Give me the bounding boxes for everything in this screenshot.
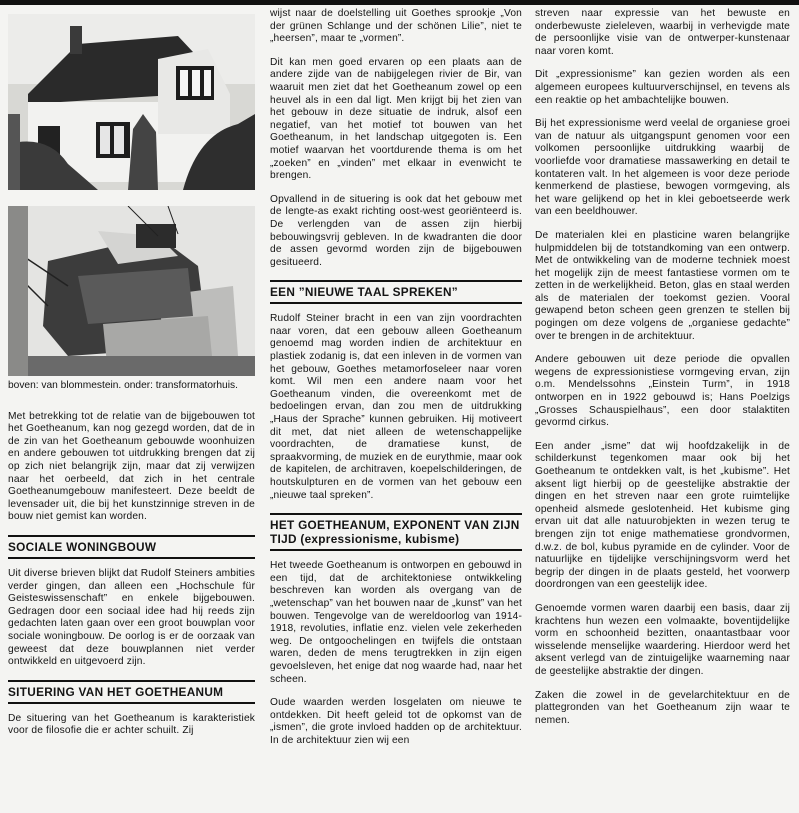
transformer-house-photo [8,206,255,376]
paragraph: Zaken die zowel in de gevelarchitektuur en de plattegronden van het Goetheanum zijn waar te nemen. [535,689,790,726]
paragraph: Genoemde vormen waren daarbij een basis, daar zij krachtens hun wezen een volmaakte, boventijdelijke vorm en schoonheid bezitten, onaantastbaar voor wisselende menselijke waardering. Hierdoor werd het aksent verlegd van de zintuigelijke waarneming naar de geestelijke abstraktie der dingen. [535,602,790,677]
column-3 [535,8,790,738]
section-heading-nieuwe-taal: EEN ”NIEUWE TAAL SPREKEN” [270,280,522,304]
paragraph: wijst naar de doelstelling uit Goethes sprookje „Von der grünen Schlange und der schönen Lilie”, niet te „heersen”, maar te „vormen”. [270,8,522,45]
paragraph: Met betrekking tot de relatie van de bijgebouwen tot het Goetheanum, kan nog gezegd worden, dat de in de zin van het Goetheanum gebouwde woonhuizen en andere gebouwen tot uitdrukking brengen dat zij op zich niet belangrijk zijn, maar dat zij verwijzen naar het oerbeeld, dat zich in het centrale Goetheanumgebouw manifesteert. Deze beeldt de levensader uit, die bij het kunstzinnige streven in de bouw niet gemist kan worden. [8,410,255,523]
paragraph: Dit kan men goed ervaren op een plaats aan de andere zijde van de nabijgelegen rivier de Bir, van waaruit men ziet dat het Goetheanum zowel op een heuvel als in een dal ligt. Men krijgt bij het zien van het gebouw in deze situatie de indruk, alsof een negatief, van het motief tot bouwen van het Goetheanum, in het landschap uitgegoten is. Een motief waarvan het voortdurende thema is om het „zoeken” en „vinden” met elkaar in evenwicht te brengen. [270,56,522,182]
section-heading-sociale-woningbouw: SOCIALE WONINGBOUW [8,535,255,559]
column-1 [8,14,255,749]
paragraph: De materialen klei en plasticine waren belangrijke hulpmiddelen bij de totstandkoming van een ontwerp. Met de ontwikkeling van de moderne techniek moest het mogelijk zijn de meest fantastiese vormen om te zetten in de werkelijkheid. Beton, glas en staal werden als de materialen der toekomst gezien. Vooral gewapend beton scheen geen grenzen te stellen bij pogingen om deze volgens de „organiese gedachte” over te brengen in de architektuur. [535,229,790,342]
paragraph: Uit diverse brieven blijkt dat Rudolf Steiners ambities verder gingen, dan alleen een „Hochschule für Geisteswissenschaft” en enkele bijgebouwen. Gedragen door een sociaal idee had hij reeds zijn gedachten laten gaan over een groot bouwplan voor sociale woningbouw. De oorlog is er de oorzaak van geweest dat deze bouwplannen niet verder ontwikkeld en uitgevoerd zijn. [8,567,255,668]
section-heading-exponent: HET GOETHEANUM, EXPONENT VAN ZIJN TIJD (expressionisme, kubisme) [270,513,522,551]
paragraph: Een ander „isme” dat wij hoofdzakelijk in de schilderkunst tegenkomen maar ook bij het Goetheanum te ontdekken valt, is het „kubisme”. Het aksent ligt hierbij op de geestelijke abstraktie der dingen en het streven naar een grote ruimtelijke openheid alsmede geslotenheid. Het kubisme ging ervan uit dat alle natuurobjekten in wezen terug te brengen zijn tot enige mathematiese grondvormen, d.w.z. de bol, kubus pyramide en de cylinder. Voor de natuurlijke en tijdelijke verschijningsvorm werd het begrip der dingen in de plaats gesteld, het voorwerp doordrongen van een geestelijk idee. [535,440,790,591]
paragraph: Dit „expressionisme” kan gezien worden als een algemeen europees kultuurverschijnsel, en tevens als een reaktie op het ambachtelijke bouwen. [535,69,790,106]
top-rule [0,0,799,5]
paragraph: De situering van het Goetheanum is karakteristiek voor de filosofie die er achter schuilt. Zij [8,712,255,737]
photo-caption: boven: van blommestein. onder: transformatorhuis. [8,380,238,391]
section-heading-situering: SITUERING VAN HET GOETHEANUM [8,680,255,704]
paragraph: Het tweede Goetheanum is ontworpen en gebouwd in een tijd, dat de architektoniese ontwikkeling beschreven kan worden als overgang van de „wetenschap” van het bouwen naar de „kunst” van het bouwen. Tengevolge van de wereldoorlog van 1914-1918, revoluties, inflatie enz. vielen vele zekerheden weg. De ontgoochelingen en twijfels die ontstaan waren, deden de mens terugtrekken in zijn eigen gevoelsleven, het enige dat nog waarde had, naar het scheen. [270,560,522,685]
paragraph: Bij het expressionisme werd veelal de organiese groei van de natuur als uitgangspunt genomen voor een volkomen persoonlijke uitdrukking waarbij de voorliefde voor dramatiese massawerking en detail te kontateren valt. In het algemeen is voor deze periode kenmerkend de plastiese, bewogen vormgeving, als het ware gelijkend op het in klei geboetseerde werk van een beeldhouwer. [535,118,790,218]
paragraph: Andere gebouwen uit deze periode die opvallen wegens de expressionistiese vormgeving ervan, zijn o.m. Mendelssohns „Einstein Turm”, in 1918 ontworpen en in 1922 gebouwd is; Hans Poelzigs „Grosses Schauspielhaus”, een door stalaktiten gevormd cirkus. [535,354,790,429]
paragraph: streven naar expressie van het bewuste en onderbewuste zieleleven, waarbij in verhevigde mate de persoonlijke visie van de ontwerper-kunstenaar naar voren komt. [535,8,790,57]
house-photo [8,14,255,190]
paragraph: Rudolf Steiner bracht in een van zijn voordrachten naar voren, dat een gebouw alleen Goetheanum genoemd mag worden indien de architektuur en plastiek zodanig is, dat een inleven in de vormen van het gebouw, Goethes metamorfoseleer naar voren komt. Wil men een andere naam voor het Goetheanum vinden, die overeenkomt met de bedoelingen ervan, dan zou men de uitdrukking „Haus der Sprache” kunnen gebruiken. Hij motiveert dit met, dat niet alleen de wetenschappelijke voordrachten, de dramatiese kunst, de spraakvorming, de muziek en de eurythmie, maar ook de kapitelen, de architraven, koepelschilderingen, de houtskulpturen en de vormen van het gebouw een „nieuwe taal spreken”. [270,313,522,501]
paragraph: Oude waarden werden losgelaten om nieuwe te ontdekken. Dit heeft geleid tot de opkomst van de „ismen”, die grote invloed hadden op de architektuur. In de architektuur zien wij een [270,697,522,746]
column-2 [270,8,522,759]
paragraph: Opvallend in de situering is ook dat het gebouw met de lengte-as exakt richting oost-west georiënteerd is. De verlengden van de assen zijn hierbij bebouwingsvrij gebleven. In de kwadranten die door de assen gevormd worden zijn de bijgebouwen gesitueerd. [270,193,522,268]
